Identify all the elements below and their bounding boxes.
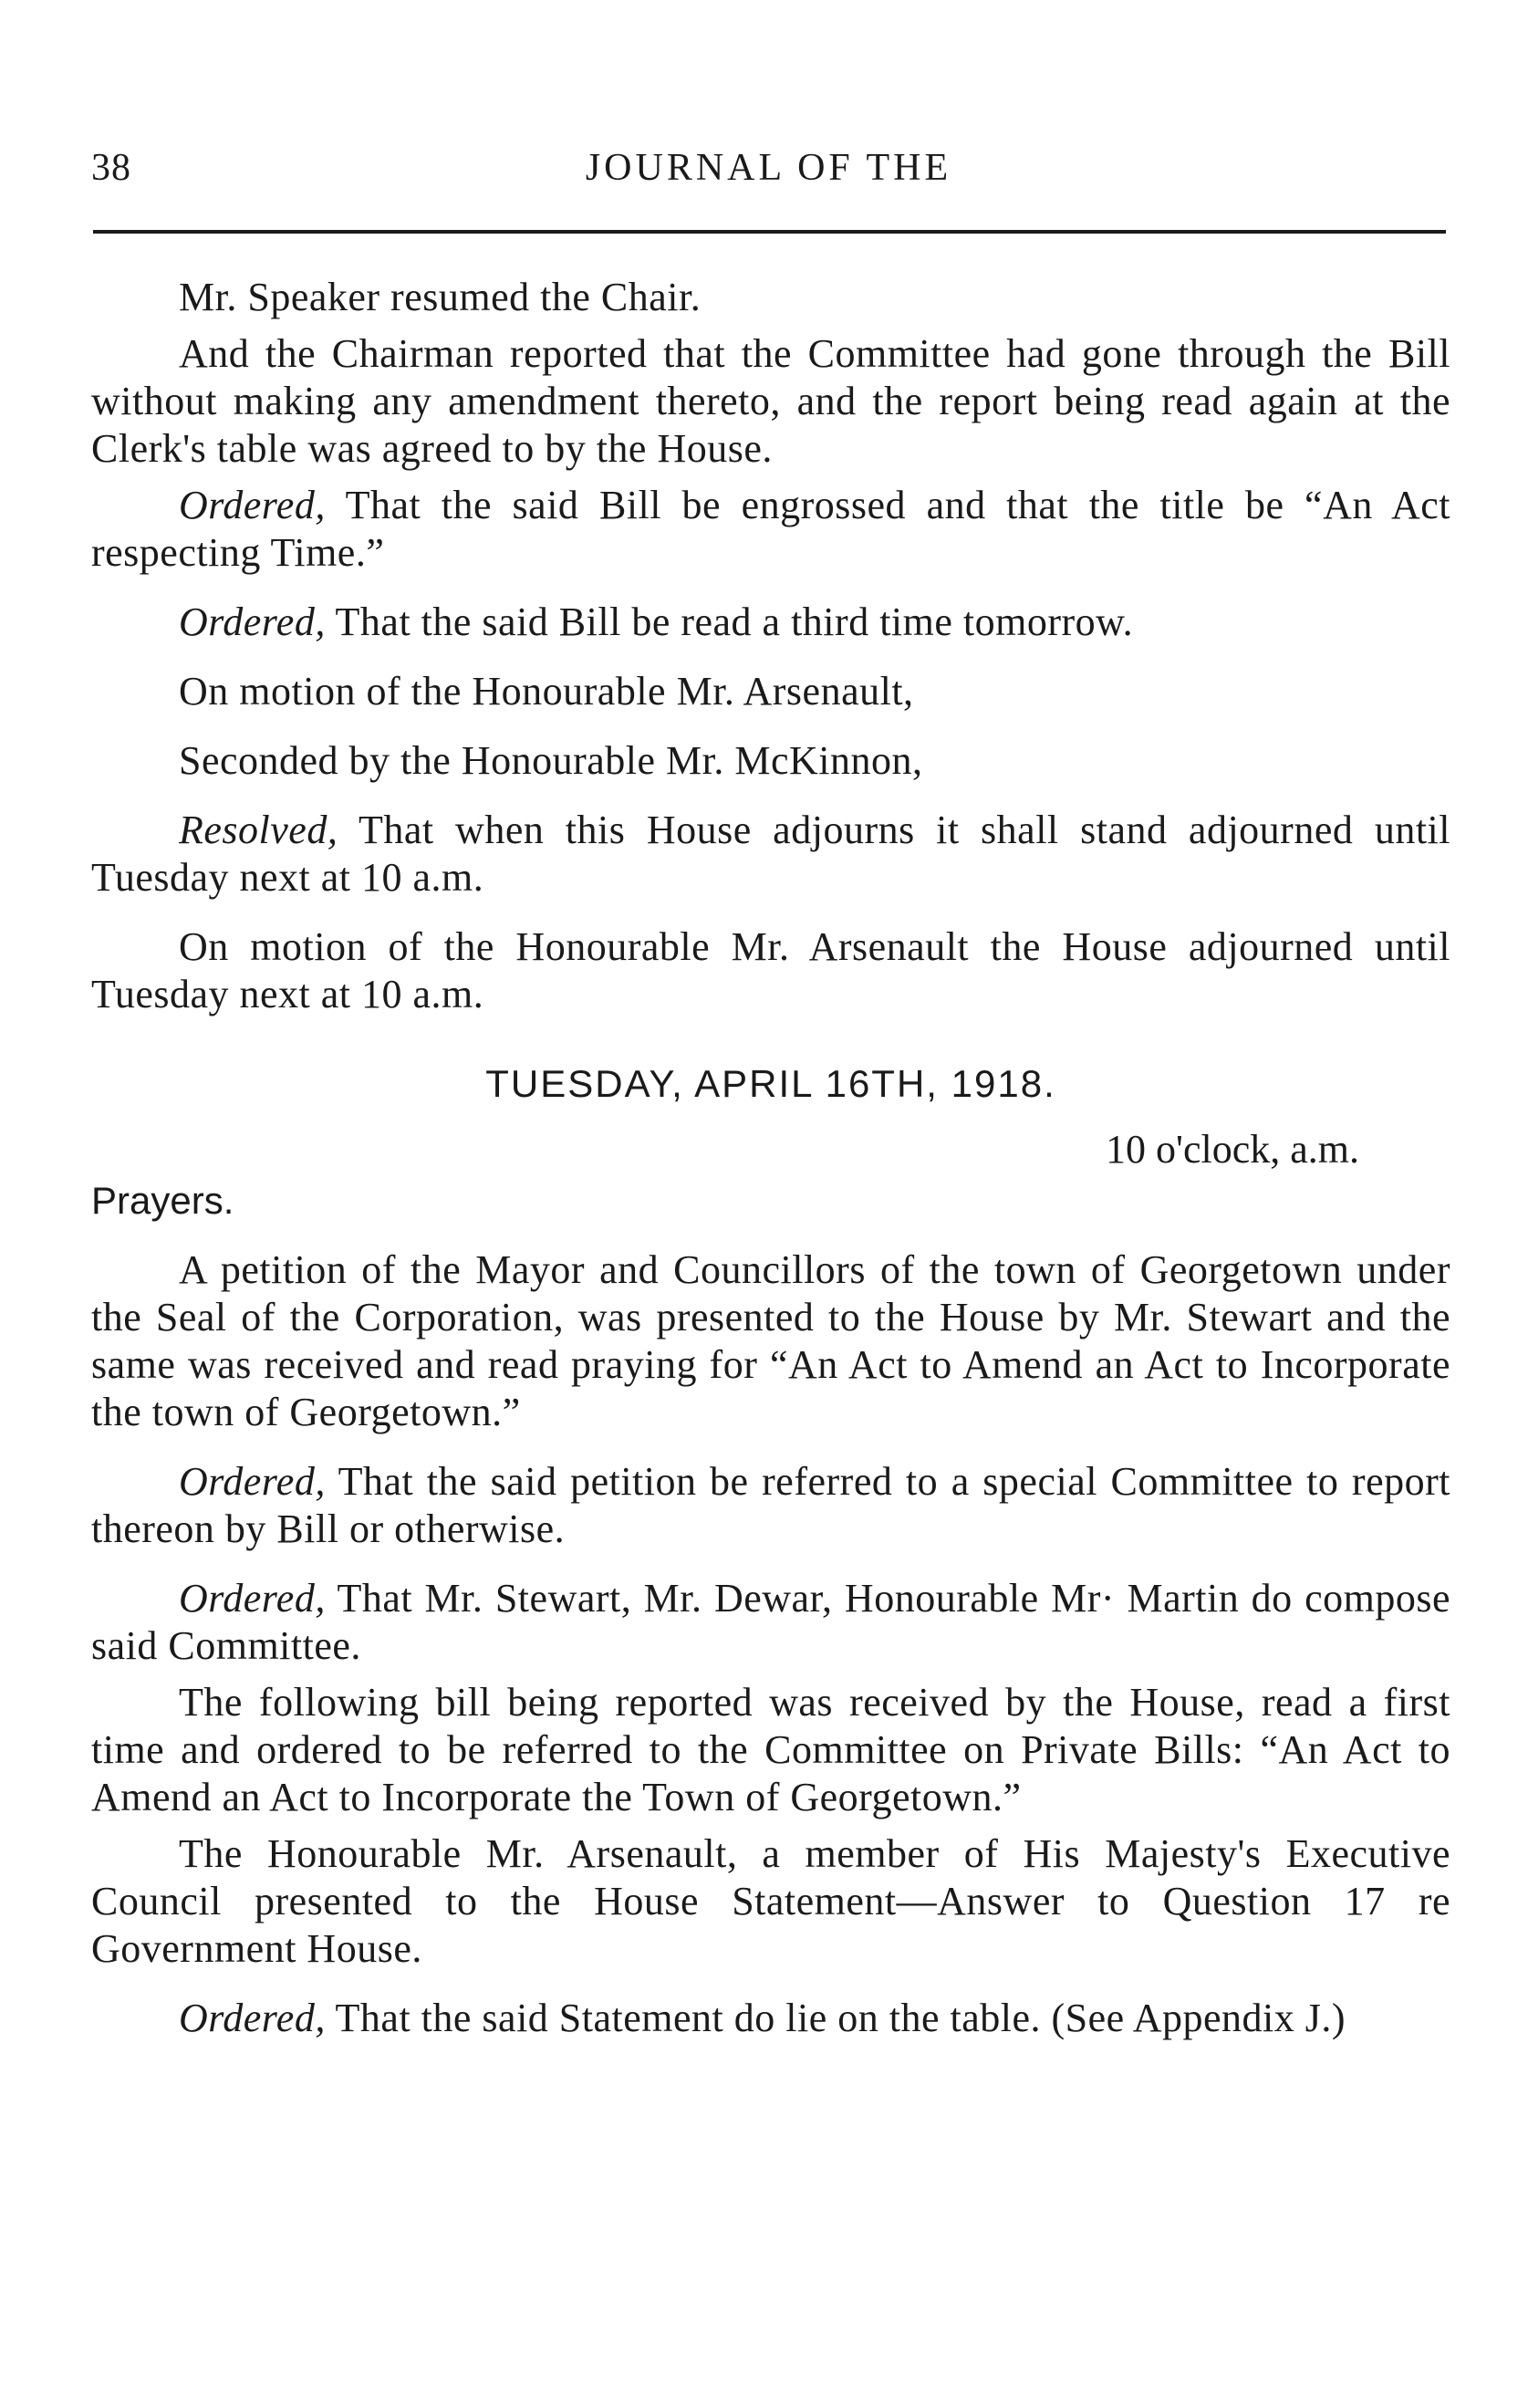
paragraph-petition: A petition of the Mayor and Councillors of the town of Georgetown under the Seal of the Corporation, was presented to the House by Mr. Stewart and the same was received and read praying for “An Act to Amend an Act to Incorporate the town of Georgetown.” xyxy=(91,1247,1450,1434)
paragraph-speaker-resumed: Mr. Speaker resumed the Chair. xyxy=(179,275,702,319)
paragraph-resolved-adjourn xyxy=(91,807,1450,902)
paragraph-ordered-committee xyxy=(91,1575,1450,1670)
paragraph-bill-reported: The following bill being reported was received by the House, read a first time and ordered to be referred to the Committee on Private Bills: “An Act to Amend an Act to Incorporate the Town of Georgetown.” xyxy=(91,1680,1450,1819)
ordered-lead: Ordered, xyxy=(179,1996,326,2040)
page-number: 38 xyxy=(91,147,131,189)
ordered-text: That the said Bill be read a third time tomorrow. xyxy=(325,599,1134,644)
paragraph-ordered-referred xyxy=(91,1458,1450,1553)
paragraph-adjourned: On motion of the Honourable Mr. Arsenault the House adjourned until Tuesday next at 10 a.m. xyxy=(91,924,1450,1016)
resolved-lead: Resolved, xyxy=(179,808,338,852)
ordered-text: That the said Statement do lie on the table. (See Appendix J.) xyxy=(325,1996,1346,2040)
ordered-text: That the said Bill be engrossed and that the title be “An Act respecting Time.” xyxy=(91,483,1450,575)
ordered-text: That the said petition be referred to a special Committee to report thereon by Bill or otherwise. xyxy=(91,1459,1450,1551)
ordered-lead: Ordered, xyxy=(179,599,326,644)
paragraph-chairman-report: And the Chairman reported that the Committee had gone through the Bill without making any amendment thereto, and the report being read again at the Clerk's table was agreed to by the House. xyxy=(91,331,1450,471)
paragraph-ordered-engrossed xyxy=(91,482,1450,577)
paragraph-seconded: Seconded by the Honourable Mr. McKinnon, xyxy=(179,738,923,783)
paragraph-motion: On motion of the Honourable Mr. Arsenault, xyxy=(179,669,914,714)
ordered-lead: Ordered, xyxy=(179,1459,326,1504)
paragraph-ordered-third-reading xyxy=(91,599,1450,646)
ordered-text: That Mr. Stewart, Mr. Dewar, Honourable Mr· Martin do compose said Committee. xyxy=(91,1576,1450,1668)
header-rule xyxy=(93,230,1446,234)
paragraph-statement-presented: The Honourable Mr. Arsenault, a member of His Majesty's Executive Council presented to the House Statement—Answer to Question 17 re Government House. xyxy=(91,1831,1450,1971)
resolved-text: That when this House adjourns it shall stand adjourned until Tuesday next at 10 a.m. xyxy=(91,808,1450,900)
paragraph-ordered-statement xyxy=(91,1995,1450,2042)
prayers-heading: Prayers. xyxy=(91,1179,234,1222)
session-time: 10 o'clock, a.m. xyxy=(1106,1127,1359,1172)
journal-body xyxy=(91,274,1450,2042)
ordered-lead: Ordered, xyxy=(179,1576,326,1621)
ordered-lead: Ordered, xyxy=(179,483,326,527)
page-header xyxy=(91,146,1446,201)
session-date-heading: TUESDAY, APRIL 16TH, 1918. xyxy=(485,1062,1056,1105)
running-head: JOURNAL OF THE xyxy=(585,147,952,189)
